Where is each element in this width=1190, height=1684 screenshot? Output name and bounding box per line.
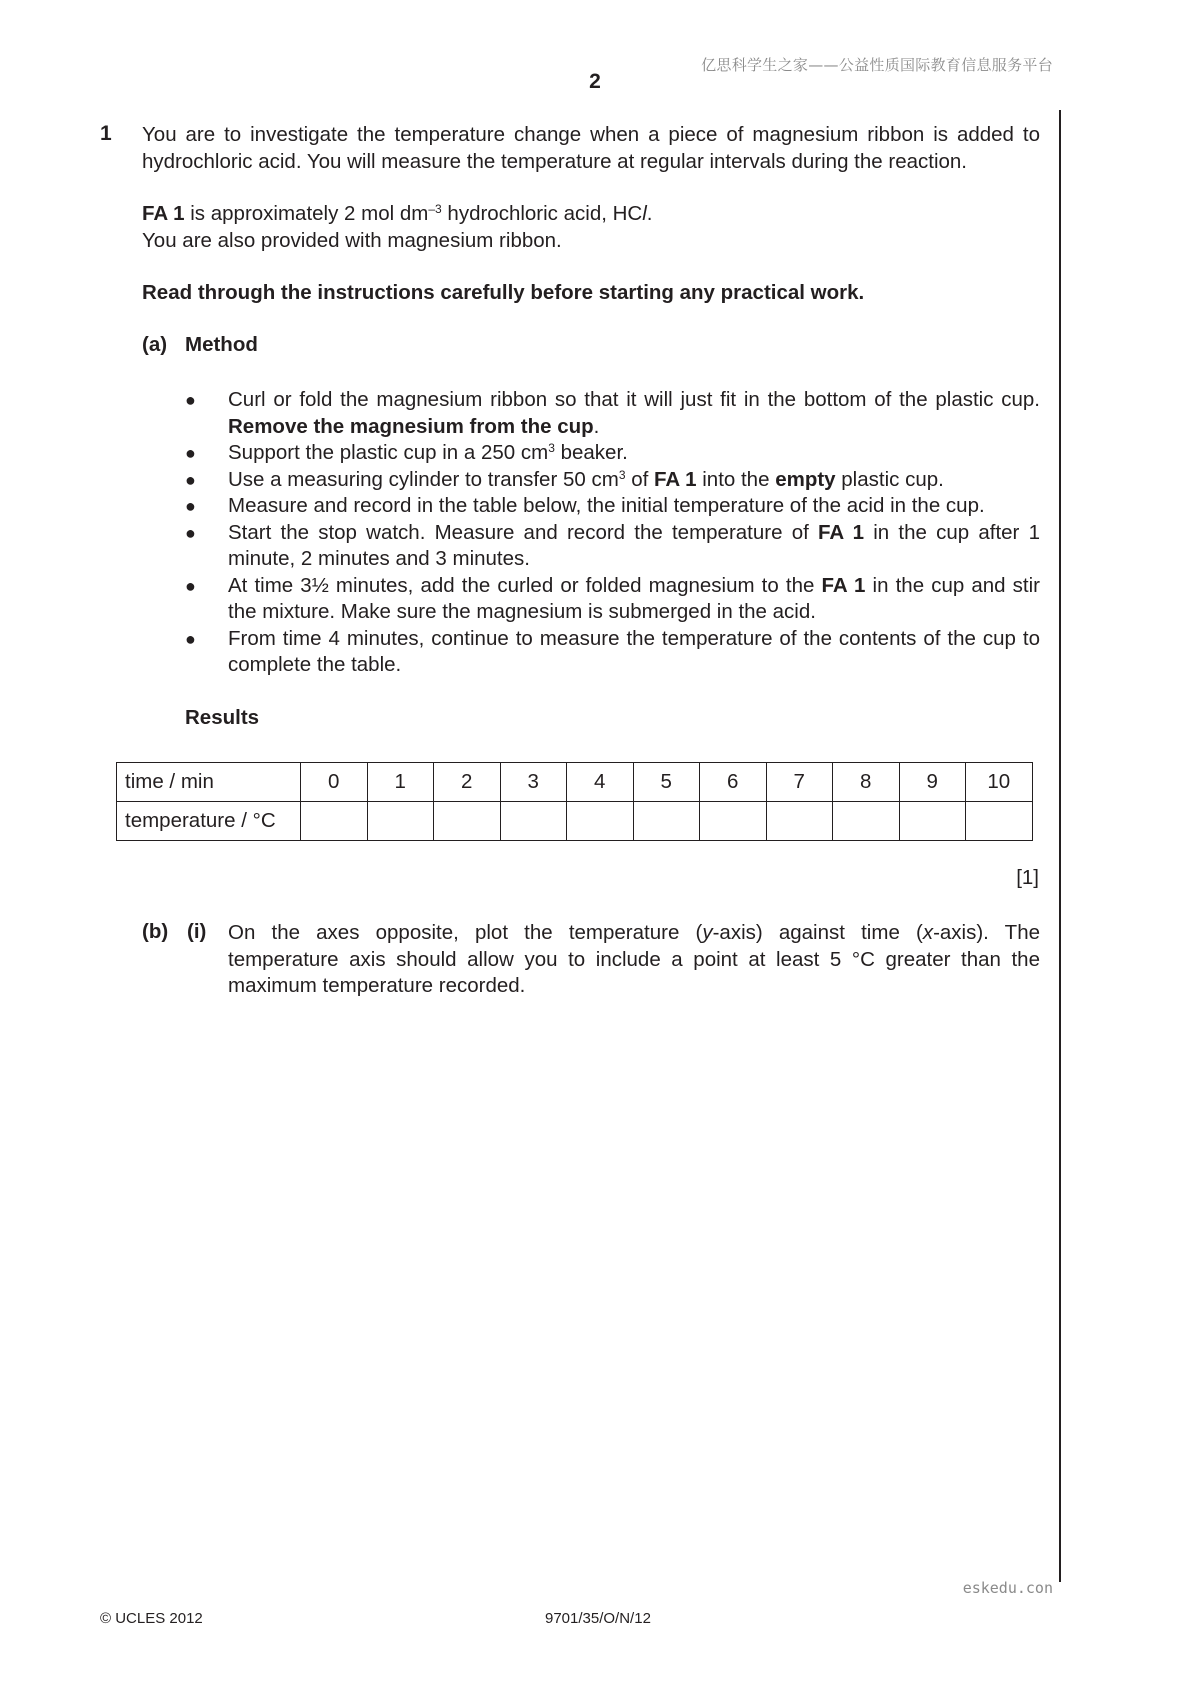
page-number: 2 xyxy=(589,70,601,93)
fa1-description: FA 1 is approximately 2 mol $dm^{-3}$ hydrochloric acid, HCl. xyxy=(142,202,653,225)
method-heading: Method xyxy=(185,333,258,356)
time-cell: 4 xyxy=(567,763,634,802)
temperature-entry-cell[interactable] xyxy=(899,802,966,841)
provided-text: You are also provided with magnesium ribbon. xyxy=(142,228,562,252)
temperature-entry-cell[interactable] xyxy=(301,802,368,841)
time-cell: 1 xyxy=(367,763,434,802)
results-heading: Results xyxy=(185,706,260,729)
time-cell: 0 xyxy=(301,763,368,802)
copyright: © UCLES 2012 xyxy=(100,1610,203,1627)
method-step-7: ● From time 4 minutes, continue to measure the temperature of the contents of the cup to complete the table. xyxy=(185,626,1040,676)
time-cell: 3 xyxy=(500,763,567,802)
intro-text: You are to investigate the temperature change when a piece of magnesium ribbon is added to hydrochloric acid. You will measure the temperature at regular intervals during the reaction. xyxy=(142,123,1040,173)
time-cell: 5 xyxy=(633,763,700,802)
temperature-entry-cell[interactable] xyxy=(567,802,634,841)
part-b-label: (b) xyxy=(142,920,169,943)
time-cell: 8 xyxy=(833,763,900,802)
time-cell: 2 xyxy=(434,763,501,802)
mark-allocation: [1] xyxy=(1016,866,1039,889)
bullet-icon: ● xyxy=(185,628,196,649)
margin-rule xyxy=(1059,110,1061,1582)
bullet-icon: ● xyxy=(185,522,196,543)
temperature-entry-cell[interactable] xyxy=(966,802,1033,841)
time-cell: 7 xyxy=(766,763,833,802)
materials-block xyxy=(142,201,1040,254)
method-step-3: ● Use a measuring cylinder to transfer 50 $cm^3$ of FA 1 into the empty plastic cup. xyxy=(185,467,1040,494)
footer-watermark: eskedu.con xyxy=(962,1579,1053,1597)
bullet-icon: ● xyxy=(185,575,196,596)
method-step-6: ● At time 3½ minutes, add the curled or folded magnesium to the FA 1 in the cup and stir the mixture. Make sure the magnesium is submerged in the acid. xyxy=(185,573,1041,623)
temperature-row-header: temperature / °C xyxy=(117,802,301,841)
method-step-1: ● Curl or fold the magnesium ribbon so that it will just fit in the bottom of the plastic cup. Remove the magnesium from the cup. xyxy=(185,388,1040,438)
time-cell: 6 xyxy=(700,763,767,802)
part-b-i-label: (i) xyxy=(187,920,207,943)
method-list xyxy=(185,387,1040,679)
part-b-i-text: On the axes opposite, plot the temperature (y-axis) against time (x-axis). The temperature axis should allow you to include a point at least 5 °C greater than the maximum temperature recorded. xyxy=(228,921,1040,997)
fa1-label: FA 1 xyxy=(142,202,185,225)
temperature-entry-cell[interactable] xyxy=(500,802,567,841)
temperature-entry-cell[interactable] xyxy=(766,802,833,841)
temperature-entry-cell[interactable] xyxy=(833,802,900,841)
paper-code: 9701/35/O/N/12 xyxy=(545,1610,651,1627)
time-cell: 9 xyxy=(899,763,966,802)
method-step-2: ● Support the plastic cup in a 250 $cm^3$ beaker. xyxy=(185,440,1040,467)
temperature-entry-cell[interactable] xyxy=(633,802,700,841)
time-cell: 10 xyxy=(966,763,1033,802)
temperature-row xyxy=(117,802,1033,841)
time-row-header: time / min xyxy=(117,763,301,802)
header-watermark: 亿思科学生之家——公益性质国际教育信息服务平台 xyxy=(701,56,1053,74)
part-a-label: (a) xyxy=(142,333,168,356)
temperature-entry-cell[interactable] xyxy=(367,802,434,841)
instruction-text: Read through the instructions carefully before starting any practical work. xyxy=(142,281,865,304)
results-table xyxy=(116,762,1033,841)
question-intro xyxy=(142,122,1040,175)
time-row xyxy=(117,763,1033,802)
question-number: 1 xyxy=(100,122,112,145)
temperature-entry-cell[interactable] xyxy=(434,802,501,841)
bullet-icon: ● xyxy=(185,496,196,516)
bullet-icon: ● xyxy=(185,443,196,463)
method-step-4: ● Measure and record in the table below, the initial temperature of the acid in the cup. xyxy=(185,493,1040,520)
bullet-icon: ● xyxy=(185,390,196,410)
method-step-5: ● Start the stop watch. Measure and record the temperature of FA 1 in the cup after 1 minute, 2 minutes and 3 minutes. xyxy=(185,520,1040,570)
bullet-icon: ● xyxy=(185,469,196,490)
temperature-entry-cell[interactable] xyxy=(700,802,767,841)
